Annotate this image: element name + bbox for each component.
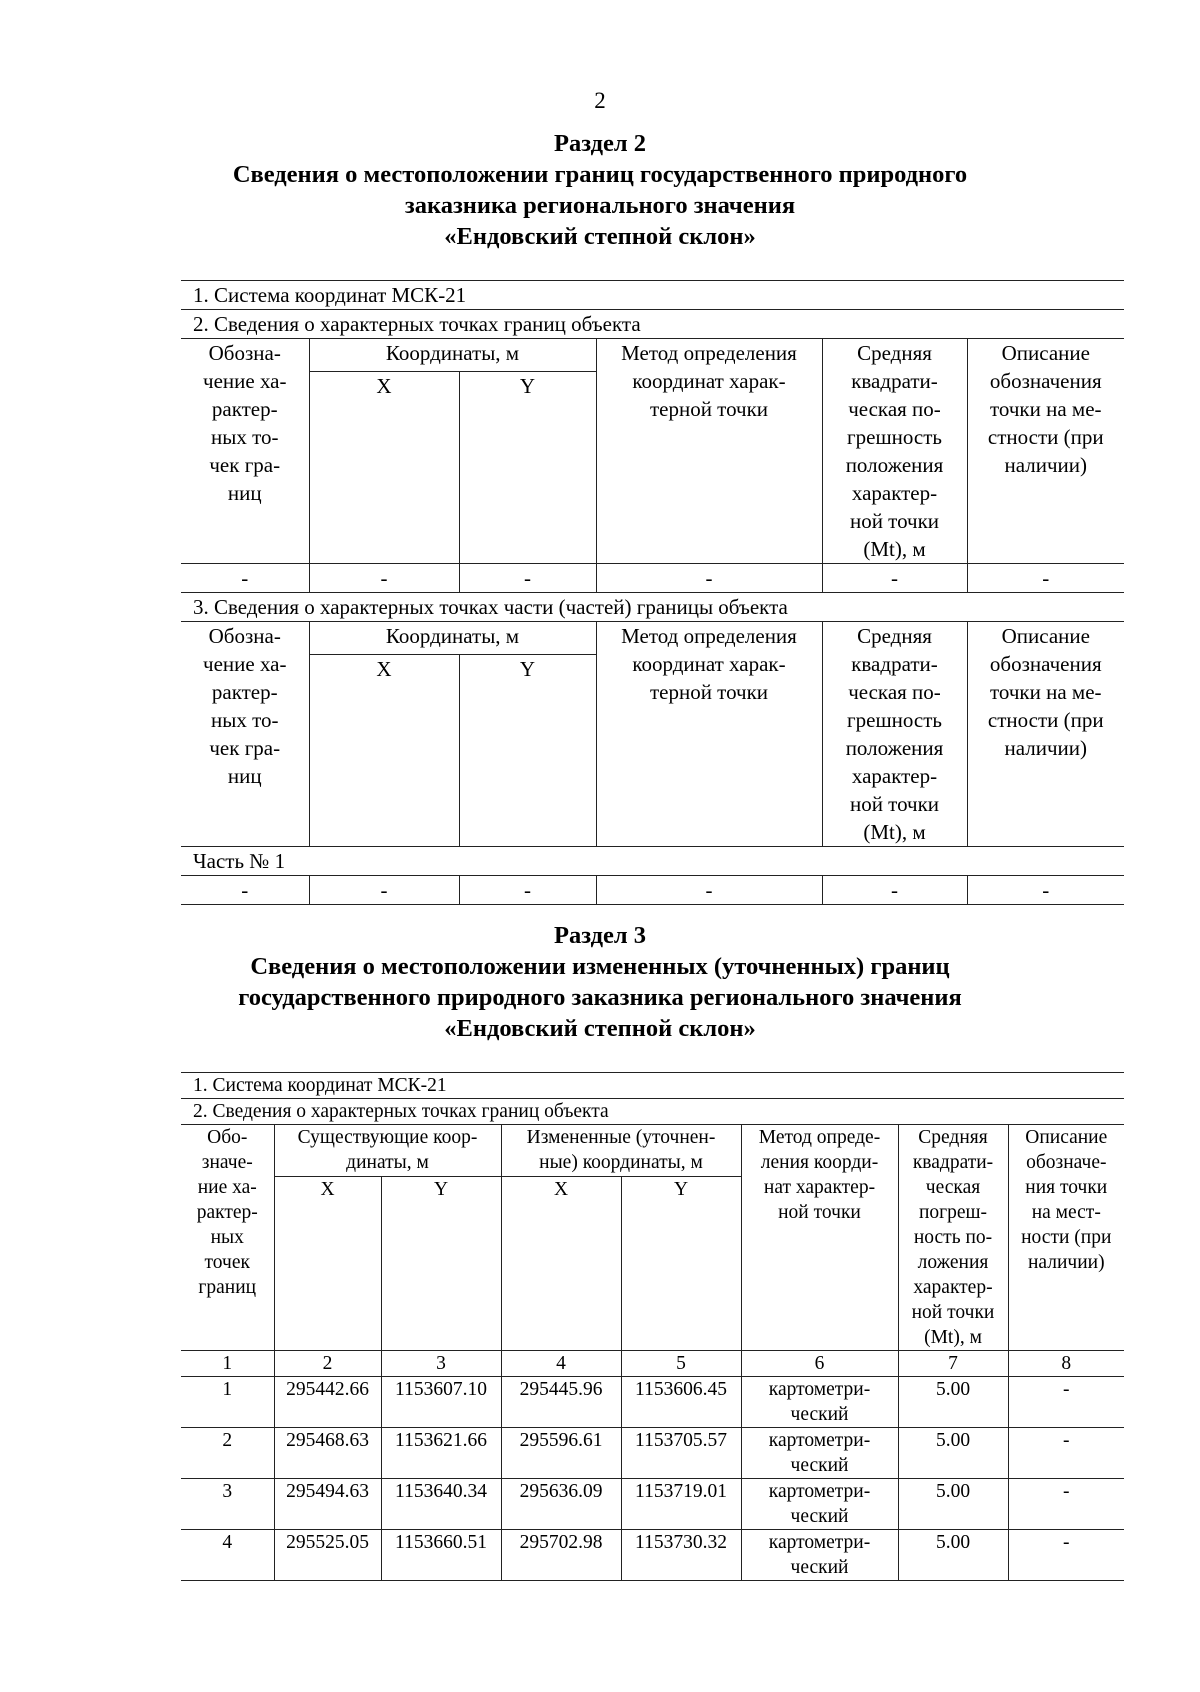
parts-heading-row: 3. Сведения о характерных точках части (частей) границы объекта <box>181 593 1124 622</box>
header-line: точек <box>204 1252 250 1273</box>
header-line: Обо- <box>207 1127 248 1148</box>
header-line: Метод определения <box>621 341 797 365</box>
table-row <box>181 1428 1124 1479</box>
header-line: ные) координаты, м <box>539 1152 703 1173</box>
header-line: ных то- <box>211 425 279 449</box>
header-line: обозначе- <box>1026 1152 1107 1173</box>
table-cell: - <box>967 564 1124 593</box>
header-method <box>596 339 822 564</box>
cell-x-changed: 295702.98 <box>501 1530 621 1581</box>
table-cell: - <box>822 564 967 593</box>
table-row <box>181 1479 1124 1530</box>
cell-point-number: 2 <box>181 1428 274 1479</box>
header-coords: Координаты, м <box>309 339 596 372</box>
header-description <box>1008 1125 1124 1351</box>
cell-x-changed: 295596.61 <box>501 1428 621 1479</box>
cell-description: - <box>1008 1377 1124 1428</box>
header-designation <box>181 1125 274 1351</box>
column-number: 7 <box>898 1351 1008 1377</box>
cell-y-existing: 1153640.34 <box>381 1479 501 1530</box>
section2-subtitle-line: Сведения о местоположении границ государственного природного <box>232 161 968 188</box>
header-line: Метод опреде- <box>758 1127 881 1148</box>
header-description <box>967 622 1124 847</box>
header-line: чение ха- <box>203 652 287 676</box>
header-x-existing: X <box>274 1176 381 1350</box>
section2-heading <box>0 128 1200 252</box>
cell-point-number: 4 <box>181 1530 274 1581</box>
header-line: рактер- <box>211 397 278 421</box>
header-line: значе- <box>201 1152 253 1173</box>
header-line: терной точки <box>649 680 769 704</box>
header-line: (Mt), м <box>863 537 926 561</box>
header-method <box>741 1125 898 1351</box>
cell-y-changed: 1153705.57 <box>621 1428 741 1479</box>
table-cell: - <box>459 564 596 593</box>
header-line: ных <box>210 1227 244 1248</box>
header-line: чение ха- <box>203 369 287 393</box>
cell-point-number: 3 <box>181 1479 274 1530</box>
header-line: наличии) <box>1004 736 1088 760</box>
column-number: 5 <box>621 1351 741 1377</box>
header-y: Y <box>459 371 596 563</box>
header-line: координат харак- <box>632 652 786 676</box>
column-number: 3 <box>381 1351 501 1377</box>
cell-method <box>741 1479 898 1530</box>
header-error <box>822 339 967 564</box>
section2-table <box>181 280 1124 905</box>
header-line: Описание <box>1001 341 1090 365</box>
header-line: квадрати- <box>851 369 938 393</box>
header-line: положения <box>845 453 944 477</box>
header-line: границ <box>198 1277 257 1298</box>
section3-table <box>181 1072 1124 1581</box>
table-cell: - <box>181 564 309 593</box>
header-line: Средняя <box>857 624 932 648</box>
header-line: чек гра- <box>209 453 281 477</box>
cell-description: - <box>1008 1479 1124 1530</box>
cell-line: ческий <box>790 1506 849 1527</box>
table-cell: - <box>181 876 309 905</box>
header-line: рактер- <box>196 1202 258 1223</box>
coord-system-row: 1. Система координат МСК-21 <box>181 281 1124 310</box>
table-cell: - <box>459 876 596 905</box>
header-error <box>898 1125 1008 1351</box>
header-line: характер- <box>851 764 938 788</box>
header-line: ческая по- <box>848 397 941 421</box>
header-line: Описание <box>1001 624 1090 648</box>
header-line: ности (при <box>1021 1227 1112 1248</box>
cell-line: картометри- <box>768 1481 871 1502</box>
section2-subtitle-line: заказника регионального значения <box>404 192 796 219</box>
coord-system-row: 1. Система координат МСК-21 <box>181 1073 1124 1099</box>
header-x: X <box>309 654 459 846</box>
cell-y-existing: 1153607.10 <box>381 1377 501 1428</box>
header-line: характер- <box>851 481 938 505</box>
section2-title: Раздел 2 <box>553 130 646 157</box>
header-y-existing: Y <box>381 1176 501 1350</box>
cell-x-changed: 295445.96 <box>501 1377 621 1428</box>
cell-y-existing: 1153621.66 <box>381 1428 501 1479</box>
header-line: ной точки <box>911 1302 995 1323</box>
header-line: ных то- <box>211 708 279 732</box>
cell-point-number: 1 <box>181 1377 274 1428</box>
header-line: ниц <box>227 481 262 505</box>
header-line: (Mt), м <box>863 820 926 844</box>
header-line: ной точки <box>778 1202 861 1223</box>
header-line: на мест- <box>1031 1202 1101 1223</box>
header-line: грешность <box>847 708 942 732</box>
cell-y-changed: 1153719.01 <box>621 1479 741 1530</box>
header-designation <box>181 622 309 847</box>
cell-x-changed: 295636.09 <box>501 1479 621 1530</box>
header-line: рактер- <box>211 680 278 704</box>
section3-subtitle-line: Сведения о местоположении измененных (уточненных) границ <box>250 953 950 980</box>
header-changed-coords <box>501 1125 741 1177</box>
cell-line: картометри- <box>768 1532 871 1553</box>
column-number: 8 <box>1008 1351 1124 1377</box>
cell-line: картометри- <box>768 1379 871 1400</box>
header-line: ниц <box>227 764 262 788</box>
cell-line: ческий <box>790 1455 849 1476</box>
cell-y-changed: 1153730.32 <box>621 1530 741 1581</box>
table-cell: - <box>967 876 1124 905</box>
cell-x-existing: 295442.66 <box>274 1377 381 1428</box>
table-cell: - <box>596 876 822 905</box>
cell-line: ческий <box>790 1557 849 1578</box>
cell-method <box>741 1377 898 1428</box>
header-line: терной точки <box>649 397 769 421</box>
header-line: ложения <box>917 1252 989 1273</box>
header-line: положения <box>845 736 944 760</box>
points-heading-row: 2. Сведения о характерных точках границ объекта <box>181 1099 1124 1125</box>
cell-y-existing: 1153660.51 <box>381 1530 501 1581</box>
header-error <box>822 622 967 847</box>
header-line: стности (при <box>987 425 1104 449</box>
header-line: ной точки <box>849 509 940 533</box>
header-line: наличии) <box>1004 453 1088 477</box>
table-row <box>181 564 1124 593</box>
header-line: Средняя <box>857 341 932 365</box>
header-designation <box>181 339 309 564</box>
cell-error: 5.00 <box>898 1377 1008 1428</box>
cell-error: 5.00 <box>898 1479 1008 1530</box>
header-line: координат харак- <box>632 369 786 393</box>
table-row <box>181 876 1124 905</box>
header-y: Y <box>459 654 596 846</box>
header-line: динаты, м <box>346 1152 429 1173</box>
cell-y-changed: 1153606.45 <box>621 1377 741 1428</box>
header-line: характер- <box>913 1277 993 1298</box>
header-line: квадрати- <box>912 1152 994 1173</box>
cell-line: картометри- <box>768 1430 871 1451</box>
page-number: 2 <box>594 88 606 113</box>
header-line: Метод определения <box>621 624 797 648</box>
header-line: ческая <box>925 1177 981 1198</box>
header-line: Существующие коор- <box>297 1127 478 1148</box>
cell-line: ческий <box>790 1404 849 1425</box>
cell-x-existing: 295468.63 <box>274 1428 381 1479</box>
header-y-changed: Y <box>621 1176 741 1350</box>
header-line: точки на ме- <box>990 397 1102 421</box>
header-line: Обозна- <box>208 341 281 365</box>
header-method <box>596 622 822 847</box>
table-row <box>181 1530 1124 1581</box>
cell-x-existing: 295494.63 <box>274 1479 381 1530</box>
part-label-row: Часть № 1 <box>181 847 1124 876</box>
column-number: 4 <box>501 1351 621 1377</box>
cell-method <box>741 1530 898 1581</box>
header-line: обозначения <box>989 369 1102 393</box>
cell-method <box>741 1428 898 1479</box>
table-row <box>181 1377 1124 1428</box>
header-line: нат характер- <box>763 1177 876 1198</box>
header-line: ной точки <box>849 792 940 816</box>
header-line: обозначения <box>989 652 1102 676</box>
header-line: точки на ме- <box>990 680 1102 704</box>
header-coords: Координаты, м <box>309 622 596 655</box>
header-line: квадрати- <box>851 652 938 676</box>
header-line: стности (при <box>987 708 1104 732</box>
table-cell: - <box>596 564 822 593</box>
cell-description: - <box>1008 1428 1124 1479</box>
header-line: ления коорди- <box>760 1152 879 1173</box>
header-line: ность по- <box>913 1227 993 1248</box>
header-x: X <box>309 371 459 563</box>
table-cell: - <box>822 876 967 905</box>
header-line: (Mt), м <box>924 1327 982 1348</box>
header-x-changed: X <box>501 1176 621 1350</box>
header-line: ния точки <box>1025 1177 1108 1198</box>
table-cell: - <box>309 876 459 905</box>
column-number: 6 <box>741 1351 898 1377</box>
points-heading-row: 2. Сведения о характерных точках границ объекта <box>181 310 1124 339</box>
column-number: 2 <box>274 1351 381 1377</box>
section3-subtitle-line: государственного природного заказника регионального значения <box>238 984 962 1011</box>
header-existing-coords <box>274 1125 501 1177</box>
section3-subtitle-line: «Ендовский степной склон» <box>444 1015 756 1042</box>
header-description <box>967 339 1124 564</box>
header-line: Средняя <box>918 1127 988 1148</box>
cell-x-existing: 295525.05 <box>274 1530 381 1581</box>
section3-heading <box>0 920 1200 1044</box>
cell-description: - <box>1008 1530 1124 1581</box>
header-line: грешность <box>847 425 942 449</box>
header-line: Обозна- <box>208 624 281 648</box>
header-line: Измененные (уточнен- <box>526 1127 716 1148</box>
header-line: ческая по- <box>848 680 941 704</box>
cell-error: 5.00 <box>898 1428 1008 1479</box>
column-number-row <box>181 1351 1124 1377</box>
table-cell: - <box>309 564 459 593</box>
cell-error: 5.00 <box>898 1530 1008 1581</box>
header-line: чек гра- <box>209 736 281 760</box>
section2-subtitle-line: «Ендовский степной склон» <box>444 223 756 250</box>
header-line: наличии) <box>1027 1252 1105 1273</box>
header-line: ние ха- <box>197 1177 257 1198</box>
header-line: Описание <box>1025 1127 1108 1148</box>
column-number: 1 <box>181 1351 274 1377</box>
header-line: погреш- <box>918 1202 988 1223</box>
section3-title: Раздел 3 <box>553 922 646 949</box>
